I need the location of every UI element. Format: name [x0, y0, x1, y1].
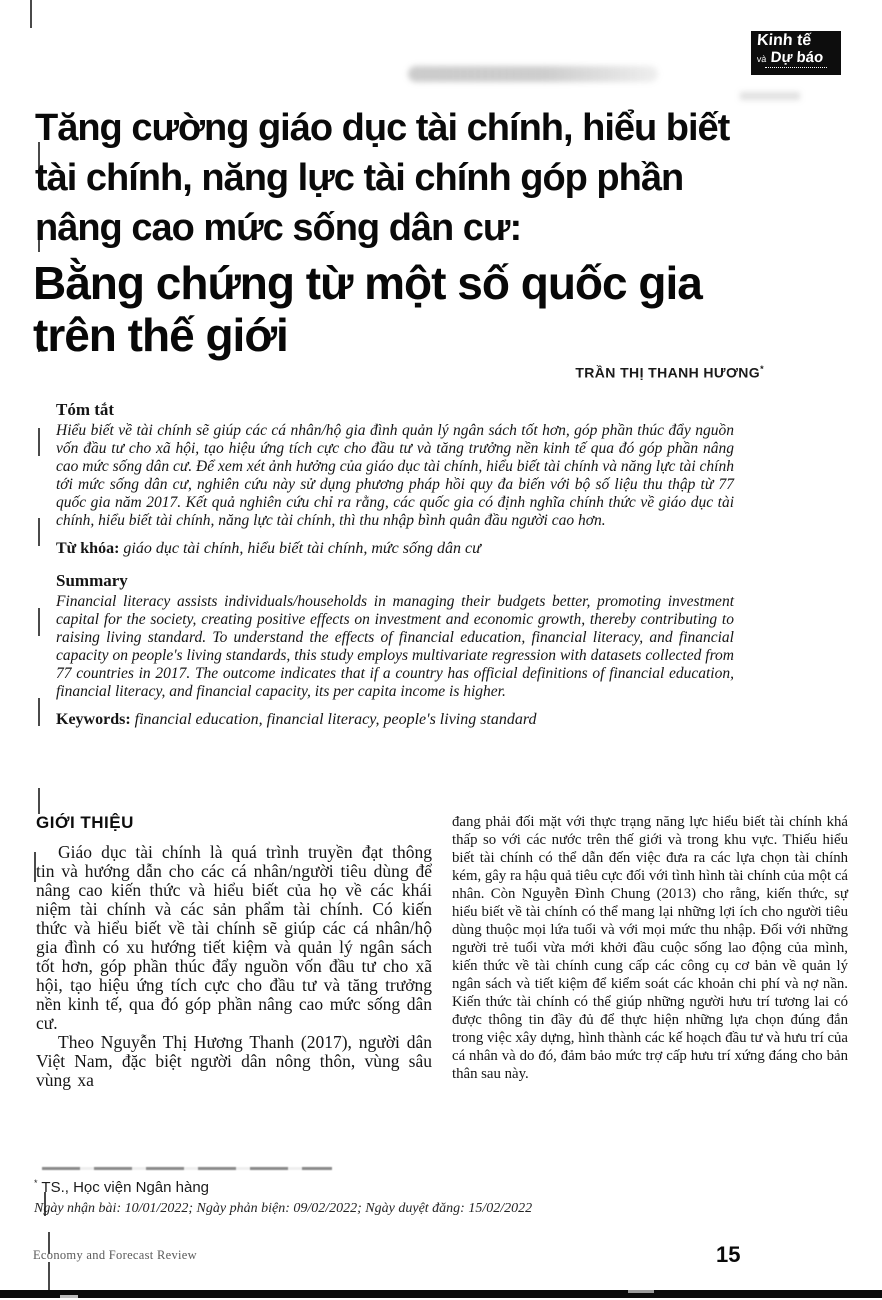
keywords-en-label: Keywords: — [56, 711, 131, 728]
article-subtitle — [33, 257, 843, 361]
article-body — [36, 813, 848, 1090]
abstract-block — [56, 400, 734, 729]
section-heading-introduction: GIỚI THIỆU — [36, 813, 134, 832]
footer-bar — [0, 1290, 882, 1298]
footer-bar-notch — [60, 1295, 78, 1298]
body-column-right — [452, 813, 848, 1090]
journal-logo-line2: và Dự báo — [756, 49, 824, 66]
footer-page-number: 15 — [716, 1242, 741, 1267]
abstract-vi-text: Hiểu biết về tài chính sẽ giúp các cá nhân/hộ gia đình quản lý ngân sách tốt hơn, góp phần thúc đẩy nguồn vốn đầu tư cho xã hội, tạo hiệu ứng tích cực cho đầu tư và tăng trưởng nền kinh tế qua đó góp phần nâng cao mức sống dân cư. Để xem xét ảnh hưởng của giáo dục tài chính, hiểu biết tài chính và năng lực tài chính tới mức sống dân cư, nghiên cứu này sử dụng phương pháp hồi quy đa biến với bộ số liệu thu thập từ 77 quốc gia năm 2017. Kết quả nghiên cứu chỉ ra rằng, các quốc gia có định nghĩa chính thức về giáo dục tài chính, hiểu biết tài chính, năng lực tài chính, thì thu nhập bình quân đầu người cao hơn. — [56, 422, 734, 529]
author-name: TRẦN THỊ THANH HƯƠNG* — [575, 364, 764, 381]
scan-mark — [38, 518, 40, 546]
footnote-dates: Ngày nhận bài: 10/01/2022; Ngày phản biện: 09/02/2022; Ngày duyệt đăng: 15/02/2022 — [34, 1201, 533, 1216]
journal-logo-line1: Kinh tế — [756, 32, 812, 49]
keywords-vi-text: giáo dục tài chính, hiểu biết tài chính, mức sống dân cư — [119, 540, 481, 557]
article-title-line2: tài chính, năng lực tài chính góp phần — [35, 157, 684, 199]
scan-mark — [38, 428, 40, 456]
body-paragraph: Theo Nguyễn Thị Hương Thanh (2017), người dân Việt Nam, đặc biệt người dân nông thôn, vùng sâu vùng xa — [36, 1032, 432, 1090]
article-subtitle-line1: Bằng chứng từ một số quốc gia — [33, 257, 702, 309]
article-title-line1: Tăng cường giáo dục tài chính, hiểu biết — [35, 107, 730, 149]
journal-logo-rule — [765, 67, 827, 70]
keywords-en-line — [56, 711, 734, 729]
abstract-en-heading: Summary — [56, 571, 128, 590]
abstract-en-text: Financial literacy assists individuals/households in managing their budgets better, promoting investment capital for the society, creating positive effects on investment and economic growth, thereby contributing to raising living standard. To understand the effects of financial education, financial literacy, and financial capacity on people's living standards, this study employs multivariate regression with datasets collected from 77 countries in 2017. The outcome indicates that if a country has official definitions of financial education, financial literacy, and financial capacity, its per capita income is higher. — [56, 593, 734, 700]
footer-journal-name: Economy and Forecast Review — [33, 1248, 197, 1262]
body-paragraph: Giáo dục tài chính là quá trình truyền đạt thông tin và hướng dẫn cho các cá nhân/người tiêu dùng để nâng cao kiến thức và hiểu biết của họ về các khái niệm tài chính và các sản phẩm tài chính. Có kiến thức và hiểu biết về tài chính sẽ giúp các cá nhân/hộ gia đình có xu hướng tiết kiệm và quản lý ngân sách tốt hơn, góp phần thúc đẩy nguồn vốn đầu tư cho xã hội, tạo hiệu ứng tích cực cho đầu tư và tăng trưởng nền kinh tế, qua đó góp phần nâng cao mức sống dân cư. — [36, 842, 432, 1033]
body-column-left — [36, 813, 432, 1090]
abstract-vi-heading: Tóm tắt — [56, 400, 115, 419]
article-subtitle-line2: trên thế giới — [33, 309, 288, 361]
author-footnote-mark: * — [760, 364, 764, 374]
footnote-rule — [42, 1167, 332, 1170]
scan-mark — [38, 608, 40, 636]
scan-mark — [30, 0, 32, 28]
article-title-line3: nâng cao mức sống dân cư: — [35, 207, 522, 249]
footnote-affiliation: * TS., Học viện Ngân hàng — [34, 1178, 210, 1196]
journal-logo — [751, 31, 841, 75]
keywords-en-text: financial education, financial literacy, people's living standard — [130, 711, 537, 728]
bleedthrough-smudge — [408, 66, 658, 82]
keywords-vi-line — [56, 540, 734, 558]
article-title — [35, 103, 835, 253]
scan-mark — [48, 1262, 50, 1292]
bleedthrough-smudge — [740, 92, 800, 100]
body-paragraph: đang phải đối mặt với thực trạng năng lực hiểu biết tài chính khá thấp so với các nước trên thế giới và trong khu vực. Thiếu hiểu biết tài chính có thể dẫn đến việc đưa ra các lựa chọn tài chính kém, gây ra hậu quả tiêu cực đối với tình hình tài chính của một cá nhân. Còn Nguyễn Đình Chung (2013) cho rằng, kiến thức, sự hiểu biết về tài chính có thể mang lại những lợi ích cho người tiêu dùng thuộc mọi lứa tuổi và với mọi mức thu nhập. Đối với những người trẻ tuổi vừa mới khởi đầu cuộc sống lao động của mình, kiến thức về tài chính cung cấp các công cụ cơ bản về quản lý ngân sách và tiết kiệm để kiểm soát các khoản chi phí và nợ nần. Kiến thức tài chính có thể giúp những người hưu trí tương lai có được thông tin đầy đủ để thực hiện những lựa chọn đúng đắn trong việc xây dựng, hình thành các kế hoạch đầu tư và hưu trí của cá nhân và do đó, đảm bảo mức trợ cấp hưu trí xứng đáng cho bản thân sau này. — [452, 814, 848, 1082]
footer-bar-notch — [628, 1290, 654, 1293]
scan-mark — [38, 698, 40, 726]
scan-mark — [38, 788, 40, 814]
keywords-vi-label: Từ khóa: — [56, 540, 120, 557]
